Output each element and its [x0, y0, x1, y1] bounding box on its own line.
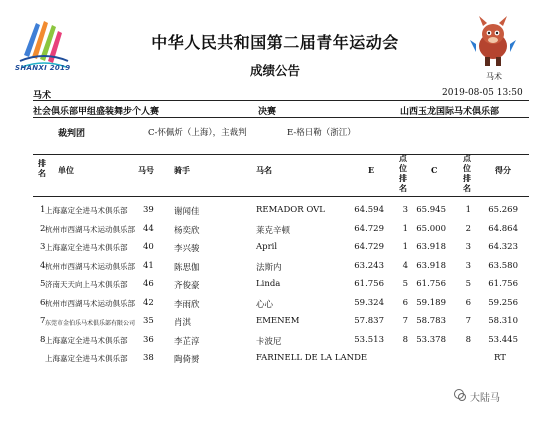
cell-rank: 7 [40, 316, 46, 326]
cell-rank: 6 [40, 297, 46, 308]
cell-unit: 上海嘉定全进马术俱乐部 [45, 243, 128, 252]
cell-unit: 上海嘉定全进马术俱乐部 [45, 354, 128, 363]
table-row [0, 242, 550, 260]
watermark-text: 大陆马 [470, 393, 500, 404]
cell-c: 63.918 [416, 260, 446, 271]
cell-horse-no: 39 [143, 205, 154, 215]
cell-horse: EMENEM [256, 316, 300, 326]
cell-unit: 济南天天向上马术俱乐部 [45, 280, 128, 289]
table-row [0, 298, 550, 316]
cell-c: 58.783 [416, 316, 446, 326]
cell-e: 57.837 [354, 316, 384, 326]
cell-rider: 齐俊豪 [174, 281, 200, 291]
cell-rider: 杨奕欣 [174, 225, 200, 236]
table-row [0, 224, 550, 242]
cell-c: 65.000 [416, 223, 446, 234]
cell-e: 64.729 [354, 242, 384, 252]
col-header-score: 得分 [495, 165, 511, 175]
event-name: 社会俱乐部甲组盛装舞步个人赛 [33, 107, 160, 117]
cell-score: 64.323 [488, 242, 518, 252]
cell-e-rank: 4 [402, 260, 408, 271]
cell-e: 63.243 [354, 260, 384, 271]
col-header-rank: 排名 [38, 158, 46, 178]
cell-score: 65.269 [488, 205, 518, 215]
cell-c-rank: 5 [465, 279, 471, 289]
col-header-horse-no: 马号 [138, 165, 154, 175]
table-header-rule [33, 196, 529, 197]
cell-horse: 莱克辛顿 [256, 225, 291, 236]
cell-rank: 5 [40, 279, 46, 289]
cell-score: 63.580 [488, 260, 518, 271]
cell-c: 65.945 [416, 205, 446, 215]
cell-horse-no: 46 [143, 279, 154, 289]
cell-score: RT [494, 353, 506, 363]
phase-label: 决赛 [258, 107, 277, 117]
cell-rider: 陈思伽 [174, 262, 200, 273]
cell-unit: 杭州市西湖马术运动俱乐部 [45, 261, 135, 271]
cell-rider: 肖淇 [174, 318, 192, 328]
table-row [0, 205, 550, 223]
cell-rank: 3 [40, 242, 46, 252]
cell-rider: 谢闻佳 [174, 207, 200, 217]
venue-name: 山西玉龙国际马术俱乐部 [400, 107, 500, 117]
col-header-rider: 骑手 [174, 165, 190, 175]
cell-e: 59.324 [354, 297, 384, 308]
cell-horse-no: 36 [143, 334, 154, 345]
cell-rider: 李芷淳 [174, 336, 200, 347]
table-row [0, 353, 550, 371]
table-row [0, 261, 550, 279]
judges-label: 裁判团 [58, 129, 86, 139]
cell-horse: REMADOR OVL [256, 205, 325, 215]
col-header-e-rank: 点位排名 [399, 153, 407, 193]
cell-c-rank: 2 [465, 223, 471, 234]
cell-rider: 李雨欣 [174, 299, 200, 310]
cell-horse-no: 41 [143, 260, 154, 271]
cell-horse-no: 40 [143, 242, 154, 252]
cell-c: 59.189 [416, 297, 446, 308]
col-header-c-rank: 点位排名 [463, 153, 471, 193]
cell-unit: 上海嘉定全进马术俱乐部 [45, 335, 128, 345]
cell-horse-no: 42 [143, 297, 154, 308]
cell-c-rank: 1 [465, 205, 471, 215]
cell-horse: Linda [256, 279, 281, 289]
cell-e-rank: 1 [402, 242, 408, 252]
cell-unit: 杭州市西湖马术运动俱乐部 [45, 298, 135, 308]
cell-score: 59.256 [488, 297, 518, 308]
page-title: 中华人民共和国第二届青年运动会 [151, 33, 399, 52]
cell-score: 53.445 [488, 334, 518, 345]
cell-horse-no: 44 [143, 223, 154, 234]
page-subtitle: 成绩公告 [249, 63, 300, 78]
table-row [0, 316, 550, 334]
cell-c-rank: 3 [465, 242, 471, 252]
cell-rider: 陶倚赟 [174, 355, 200, 365]
table-row [0, 335, 550, 353]
cell-horse: 法斯内 [256, 262, 282, 273]
cell-rank: 8 [40, 334, 46, 345]
col-header-horse: 马名 [256, 165, 272, 175]
cell-e-rank: 6 [402, 297, 408, 308]
cell-rank: 4 [40, 260, 46, 271]
wechat-icon [453, 388, 467, 402]
judge-c: C-怀佩炘（上海），主裁判 [148, 128, 247, 138]
col-header-c: C [431, 165, 438, 175]
logo-wordmark: SHANXI 2019 [15, 64, 71, 72]
cell-horse: April [256, 242, 278, 252]
judge-e: E-格日勒（浙江） [287, 128, 356, 138]
mascot-caption: 马术 [486, 72, 502, 81]
cell-e: 53.513 [354, 334, 384, 345]
cell-e: 64.594 [354, 205, 384, 215]
cell-horse: 卡波尼 [256, 336, 282, 347]
cell-horse-no: 38 [143, 353, 154, 363]
cell-e: 61.756 [354, 279, 384, 289]
col-header-unit: 单位 [58, 165, 74, 175]
cell-c: 63.918 [416, 242, 446, 252]
col-header-e: E [368, 165, 375, 175]
cell-horse-no: 35 [143, 316, 154, 326]
table-top-rule [33, 154, 529, 155]
cell-score: 64.864 [488, 223, 518, 234]
cell-c: 53.378 [416, 334, 446, 345]
cell-score: 61.756 [488, 279, 518, 289]
table-row [0, 279, 550, 297]
cell-c-rank: 7 [465, 316, 471, 326]
cell-horse: FARINELL DE LA LANDE [256, 353, 368, 363]
cell-c-rank: 6 [465, 297, 471, 308]
cell-e: 64.729 [354, 223, 384, 234]
divider [33, 100, 529, 101]
cell-c-rank: 8 [465, 334, 471, 345]
cell-unit: 杭州市西湖马术运动俱乐部 [45, 224, 135, 234]
cell-horse: 心心 [256, 299, 274, 310]
divider [33, 117, 529, 118]
cell-rank: 2 [40, 223, 46, 234]
sport-label: 马术 [33, 91, 52, 101]
datetime: 2019-08-05 13:50 [442, 88, 523, 98]
cell-unit: 东莞市金伯乐马术俱乐部有限公司 [45, 320, 136, 327]
cell-e-rank: 1 [402, 223, 408, 234]
cell-rider: 李兴骏 [174, 244, 200, 254]
cell-e-rank: 8 [402, 334, 408, 345]
cell-c-rank: 3 [465, 260, 471, 271]
cell-unit: 上海嘉定全进马术俱乐部 [45, 206, 128, 215]
cell-e-rank: 5 [402, 279, 408, 289]
cell-c: 61.756 [416, 279, 446, 289]
cell-score: 58.310 [488, 316, 518, 326]
cell-rank: 1 [40, 205, 46, 215]
cell-e-rank: 3 [402, 205, 408, 215]
cell-e-rank: 7 [402, 316, 408, 326]
